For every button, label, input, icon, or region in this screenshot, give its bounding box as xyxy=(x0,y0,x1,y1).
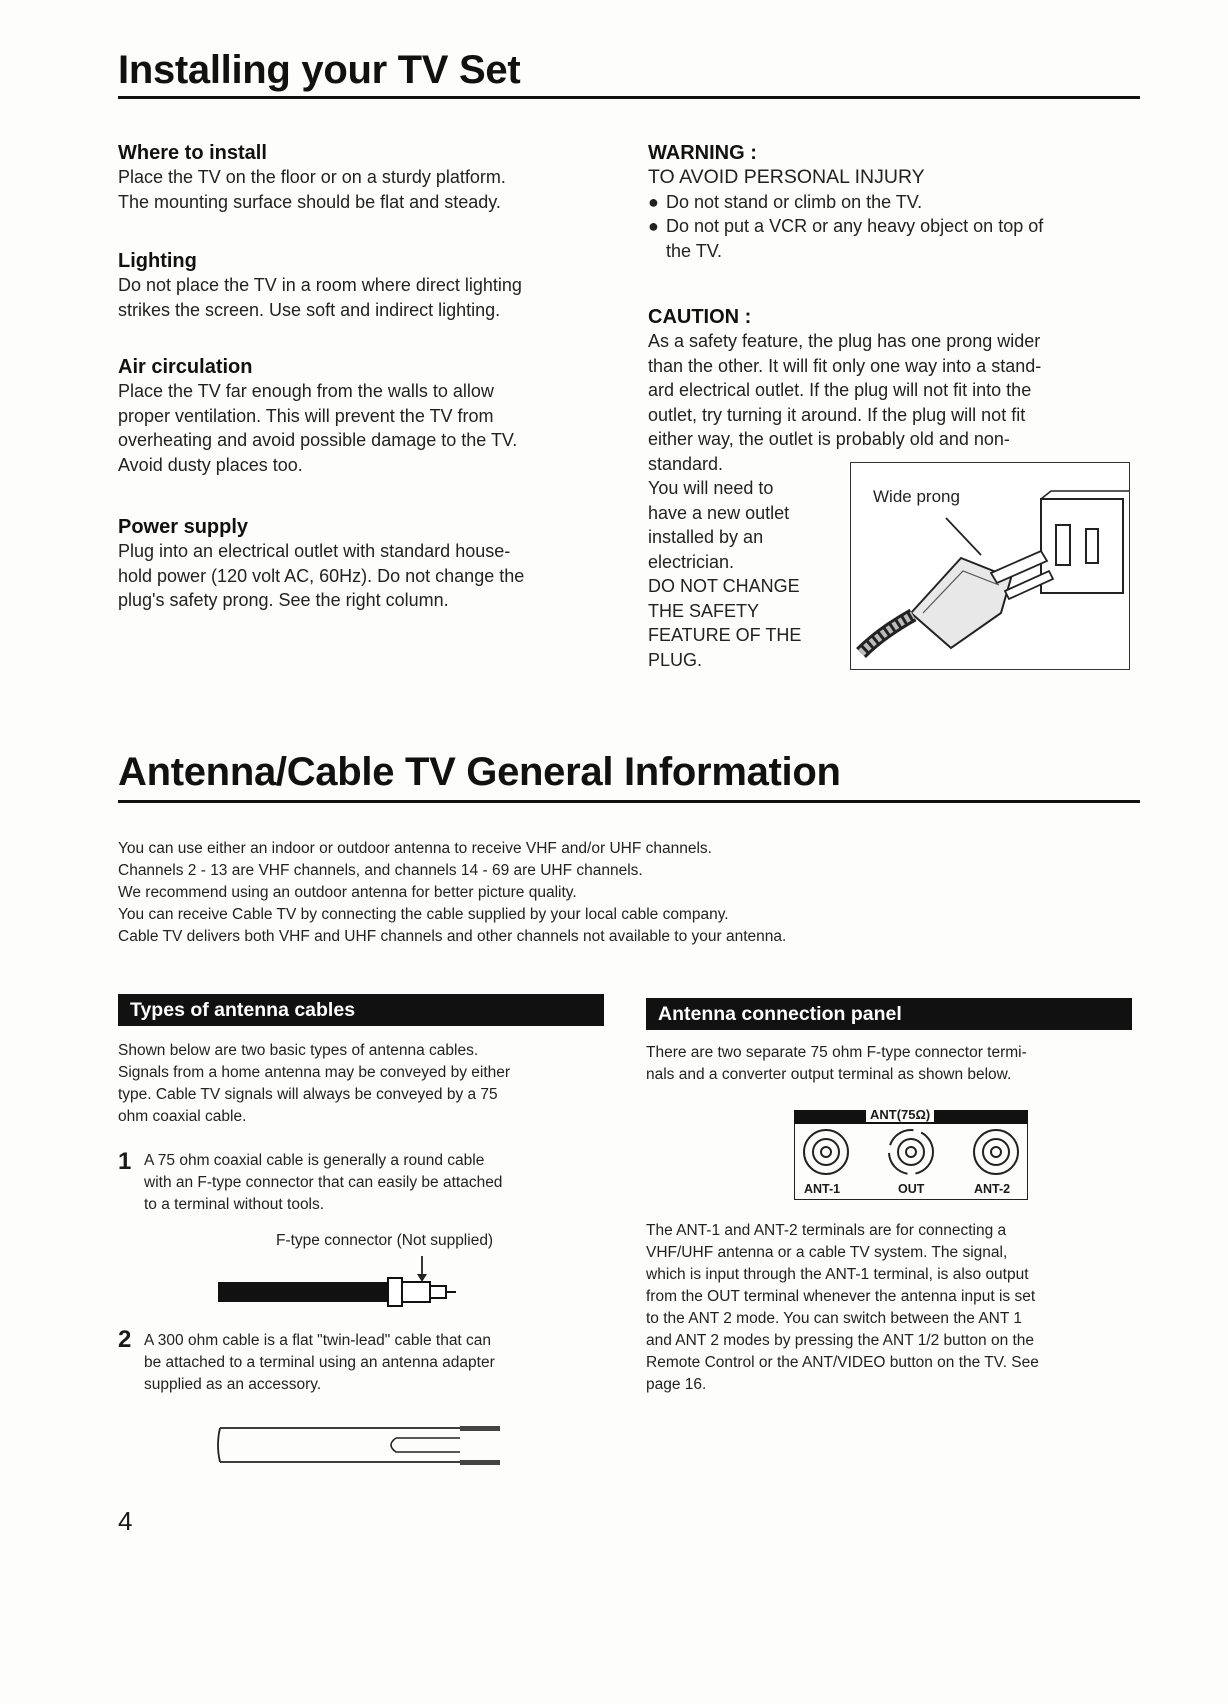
warning-bullet-2-cont: the TV. xyxy=(666,240,723,261)
panel-bar: Antenna connection panel xyxy=(646,998,1132,1030)
item-2-text: A 300 ohm cable is a flat "twin-lead" cable that can be attached to a terminal using an antenna adapter supplied as an accessory. xyxy=(144,1332,495,1393)
where-heading: Where to install xyxy=(118,142,267,164)
title-rule xyxy=(118,96,1140,99)
antenna-panel xyxy=(794,1107,1028,1200)
page-number: 4 xyxy=(118,1506,133,1536)
out-label: OUT xyxy=(898,1182,925,1196)
ant1-connector xyxy=(804,1130,848,1174)
warning-heading: WARNING : xyxy=(648,142,757,164)
types-bar: Types of antenna cables xyxy=(118,994,604,1026)
section2-title: Antenna/Cable TV General Information xyxy=(118,750,841,794)
ant2-label: ANT-2 xyxy=(974,1182,1011,1196)
plug-outlet-illustration xyxy=(851,463,1129,669)
power-text: Plug into an electrical outlet with standard house- hold power (120 volt AC, 60Hz). Do not change the plug's safety prong. See the right column. xyxy=(118,541,525,610)
f-connector-label: F-type connector (Not supplied) xyxy=(276,1232,494,1249)
air-block xyxy=(118,356,638,477)
panel-body-text: The ANT-1 and ANT-2 terminals are for connecting a VHF/UHF antenna or a cable TV system. The signal, which is input through the ANT-1 terminal, is also output from the OUT terminal whenever the antenna input is set to the ANT 2 mode. You can switch between the ANT 1 and ANT 2 modes by pressing the ANT 1/2 button on the Remote Control or the ANT/VIDEO button on the TV. See page 16. xyxy=(646,1222,1039,1393)
connector-terminals xyxy=(794,1124,1028,1180)
air-heading: Air circulation xyxy=(118,356,253,378)
lighting-block xyxy=(118,250,638,322)
air-text: Place the TV far enough from the walls to allow proper ventilation. This will prevent the TV from overheating and avoid possible damage to the TV. Avoid dusty places too. xyxy=(118,381,518,475)
lighting-heading: Lighting xyxy=(118,250,197,272)
coaxial-cable-illustration xyxy=(210,1256,470,1312)
warning-subheading: TO AVOID PERSONAL INJURY xyxy=(648,166,925,188)
section2-rule xyxy=(118,800,1140,803)
warning-bullet-1: ● Do not stand or climb on the TV. xyxy=(648,191,923,212)
antenna-intro: You can use either an indoor or outdoor antenna to receive VHF and/or UHF channels. Channels 2 - 13 are VHF channels, and channels 14 - 69 are UHF channels. We recommend using an outdoor antenna for better picture quality. You can receive Cable TV by connecting the cable supplied by your local cable company. Cable TV delivers both VHF and UHF channels and other channels not available to your antenna. xyxy=(118,840,787,945)
where-text: Place the TV on the floor or on a sturdy platform. The mounting surface should be flat and steady. xyxy=(118,167,506,212)
panel-header-label: ANT(75Ω) xyxy=(866,1107,934,1122)
types-intro: Shown below are two basic types of antenna cables. Signals from a home antenna may be conveyed by either type. Cable TV signals will always be conveyed by a 75 ohm coaxial cable. xyxy=(118,1042,511,1125)
page-title: Installing your TV Set xyxy=(118,48,521,92)
item-2-number: 2 xyxy=(118,1326,132,1353)
lighting-text: Do not place the TV in a room where direct lighting strikes the screen. Use soft and indirect lighting. xyxy=(118,275,522,320)
power-block xyxy=(118,516,638,613)
out-connector xyxy=(889,1130,933,1174)
item-1-number: 1 xyxy=(118,1148,132,1175)
twin-lead-cable-illustration xyxy=(216,1420,506,1470)
caution-narrow-text: You will need to have a new outlet installed by an electrician. DO NOT CHANGE THE SAFETY FEATURE OF THE PLUG. xyxy=(648,478,802,670)
left-column xyxy=(118,142,638,214)
warning-bullet-2: ● Do not put a VCR or any heavy object on top of xyxy=(648,216,1044,236)
item-1-text: A 75 ohm coaxial cable is generally a round cable with an F-type connector that can easily be attached to a terminal without tools. xyxy=(144,1152,503,1213)
power-heading: Power supply xyxy=(118,516,249,538)
warning-block xyxy=(648,142,1138,263)
caution-text: As a safety feature, the plug has one prong wider than the other. It will fit only one way into a stand- ard electrical outlet. If the plug will not fit into the outlet, try turning it around. If the plug will not fit either way, the outlet is probably old and non- standard. xyxy=(648,331,1042,474)
caution-heading: CAUTION : xyxy=(648,306,752,328)
wide-prong-label: Wide prong xyxy=(873,487,960,506)
plug-figure xyxy=(850,462,1130,670)
ant2-connector xyxy=(974,1130,1018,1174)
ant1-label: ANT-1 xyxy=(804,1182,841,1196)
panel-intro: There are two separate 75 ohm F-type connector termi- nals and a converter output terminal as shown below. xyxy=(646,1044,1027,1083)
